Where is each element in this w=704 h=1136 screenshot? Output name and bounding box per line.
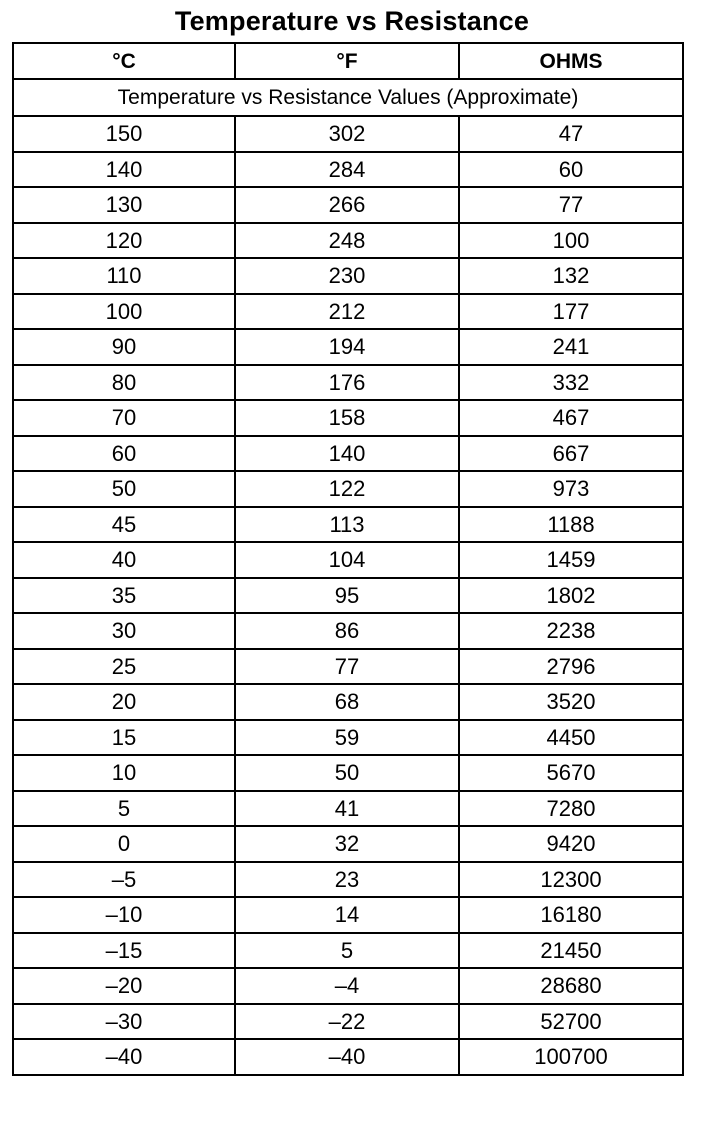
cell-celsius: 60 [13,436,235,472]
table-row [13,223,683,259]
cell-ohms: 2796 [459,649,683,685]
table-row [13,826,683,862]
table-row [13,968,683,1004]
cell-ohms: 2238 [459,613,683,649]
cell-celsius: 130 [13,187,235,223]
cell-ohms: 1802 [459,578,683,614]
cell-fahrenheit: 284 [235,152,459,188]
table-row [13,578,683,614]
cell-ohms: 5670 [459,755,683,791]
cell-celsius: 35 [13,578,235,614]
cell-ohms: 132 [459,258,683,294]
cell-celsius: 5 [13,791,235,827]
cell-fahrenheit: 32 [235,826,459,862]
table-row [13,649,683,685]
cell-ohms: 332 [459,365,683,401]
cell-fahrenheit: –22 [235,1004,459,1040]
cell-ohms: 4450 [459,720,683,756]
cell-fahrenheit: 113 [235,507,459,543]
column-header-ohms: OHMS [459,43,683,79]
cell-celsius: –15 [13,933,235,969]
cell-ohms: 177 [459,294,683,330]
cell-celsius: 40 [13,542,235,578]
cell-fahrenheit: 230 [235,258,459,294]
table-row [13,471,683,507]
cell-celsius: 150 [13,116,235,152]
cell-celsius: 140 [13,152,235,188]
table-row [13,897,683,933]
cell-fahrenheit: 158 [235,400,459,436]
cell-fahrenheit: 140 [235,436,459,472]
cell-fahrenheit: 77 [235,649,459,685]
cell-celsius: 90 [13,329,235,365]
cell-celsius: –5 [13,862,235,898]
cell-ohms: 1188 [459,507,683,543]
cell-ohms: 467 [459,400,683,436]
temperature-resistance-table [12,42,684,1076]
cell-celsius: 70 [13,400,235,436]
table-row [13,294,683,330]
cell-celsius: –40 [13,1039,235,1075]
table-row [13,613,683,649]
cell-fahrenheit: 95 [235,578,459,614]
cell-fahrenheit: 86 [235,613,459,649]
cell-fahrenheit: 176 [235,365,459,401]
cell-ohms: 667 [459,436,683,472]
table-row [13,684,683,720]
table-row [13,791,683,827]
column-header-fahrenheit: °F [235,43,459,79]
cell-celsius: 0 [13,826,235,862]
cell-ohms: 12300 [459,862,683,898]
table-row [13,862,683,898]
cell-ohms: 60 [459,152,683,188]
column-header-celsius: °C [13,43,235,79]
cell-fahrenheit: 14 [235,897,459,933]
table-row [13,720,683,756]
table-row [13,755,683,791]
cell-celsius: 45 [13,507,235,543]
cell-fahrenheit: 50 [235,755,459,791]
cell-ohms: 100 [459,223,683,259]
cell-celsius: 20 [13,684,235,720]
header-row [13,43,683,79]
cell-celsius: 25 [13,649,235,685]
cell-fahrenheit: 302 [235,116,459,152]
table-row [13,116,683,152]
cell-ohms: 241 [459,329,683,365]
table-row [13,507,683,543]
table-row [13,187,683,223]
cell-celsius: 10 [13,755,235,791]
table-row [13,365,683,401]
cell-celsius: 80 [13,365,235,401]
table-row [13,258,683,294]
cell-fahrenheit: 104 [235,542,459,578]
cell-fahrenheit: 68 [235,684,459,720]
cell-fahrenheit: 23 [235,862,459,898]
cell-ohms: 16180 [459,897,683,933]
cell-celsius: 30 [13,613,235,649]
cell-ohms: 47 [459,116,683,152]
cell-fahrenheit: 194 [235,329,459,365]
cell-celsius: –20 [13,968,235,1004]
table-title: Temperature vs Resistance [174,6,530,36]
table-subheader: Temperature vs Resistance Values (Approximate) [13,79,683,116]
cell-celsius: –30 [13,1004,235,1040]
cell-fahrenheit: 41 [235,791,459,827]
cell-fahrenheit: –4 [235,968,459,1004]
cell-ohms: 973 [459,471,683,507]
table-row [13,436,683,472]
cell-celsius: 50 [13,471,235,507]
table-row [13,933,683,969]
table-row [13,152,683,188]
cell-ohms: 3520 [459,684,683,720]
cell-ohms: 9420 [459,826,683,862]
cell-ohms: 52700 [459,1004,683,1040]
cell-ohms: 1459 [459,542,683,578]
cell-celsius: –10 [13,897,235,933]
cell-fahrenheit: 122 [235,471,459,507]
cell-ohms: 21450 [459,933,683,969]
table-row [13,1004,683,1040]
cell-ohms: 100700 [459,1039,683,1075]
cell-fahrenheit: 248 [235,223,459,259]
cell-ohms: 7280 [459,791,683,827]
cell-ohms: 28680 [459,968,683,1004]
table-row [13,1039,683,1075]
cell-fahrenheit: 5 [235,933,459,969]
cell-celsius: 120 [13,223,235,259]
cell-fahrenheit: –40 [235,1039,459,1075]
cell-ohms: 77 [459,187,683,223]
table-row [13,400,683,436]
table-row [13,542,683,578]
cell-fahrenheit: 59 [235,720,459,756]
cell-fahrenheit: 266 [235,187,459,223]
cell-celsius: 100 [13,294,235,330]
cell-fahrenheit: 212 [235,294,459,330]
subheader-row [13,79,683,116]
cell-celsius: 110 [13,258,235,294]
table-row [13,329,683,365]
cell-celsius: 15 [13,720,235,756]
